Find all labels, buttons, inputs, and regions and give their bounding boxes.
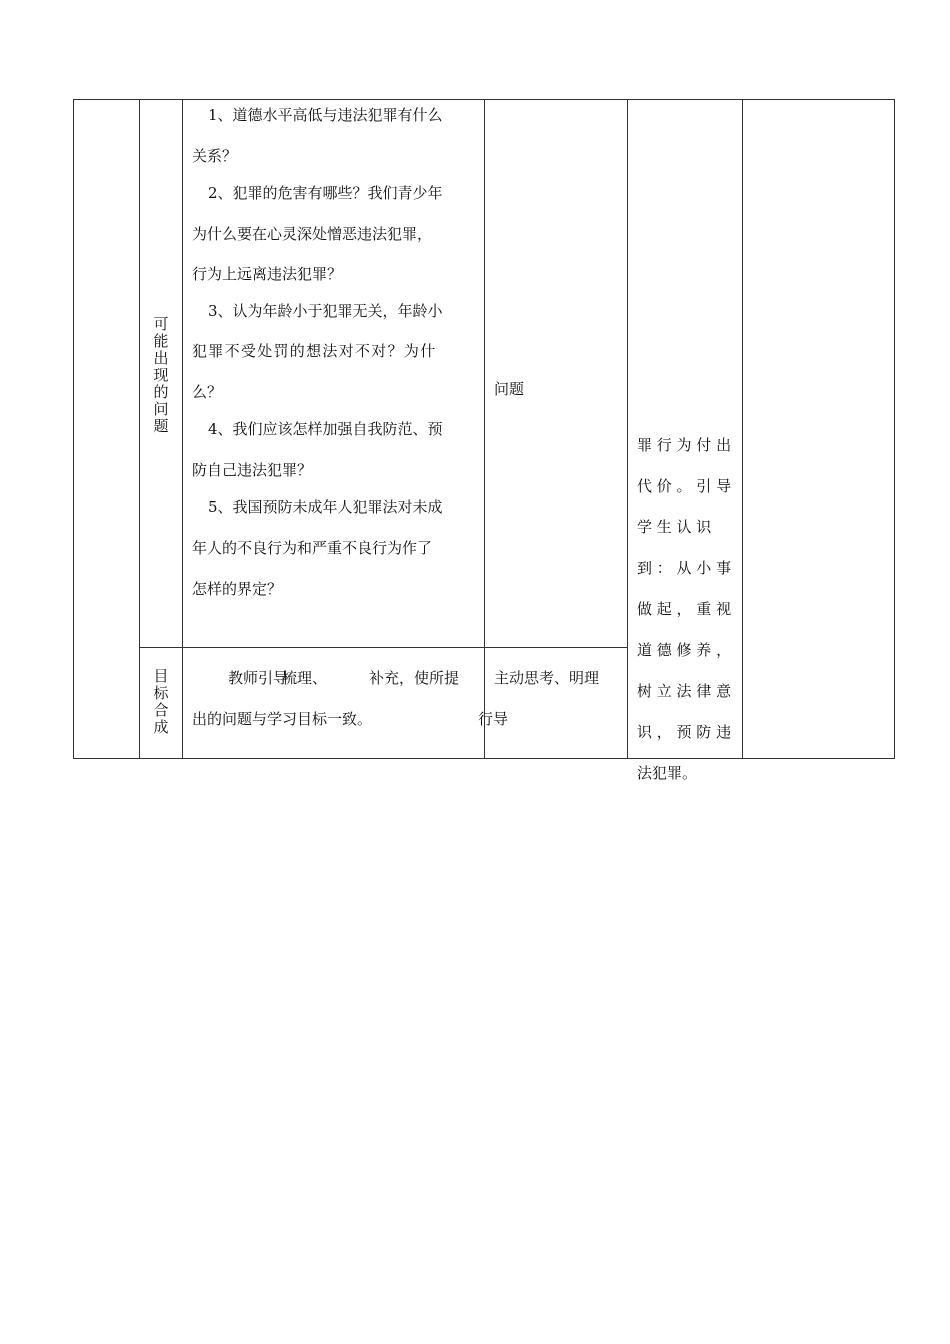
col-line-6: [894, 99, 895, 759]
col-line-2: [182, 99, 183, 759]
row-divider: [139, 647, 627, 648]
col-line-0: [73, 99, 74, 759]
intent-line-1: 罪 行 为 付 出: [637, 436, 732, 454]
student-activity-problems: 问题: [494, 380, 525, 398]
question-5-line-1: 5、我国预防未成年人犯罪法对未成: [208, 498, 443, 516]
question-1-line-2: 关系？: [192, 147, 238, 165]
intent-line-7: 树 立 法 律 意: [637, 682, 732, 700]
question-2-line-1: 2、犯罪的危害有哪些？我们青少年: [208, 184, 443, 202]
question-5-line-3: 怎样的界定？: [192, 580, 283, 598]
question-3-line-1: 3、认为年龄小于犯罪无关，年龄小: [208, 302, 443, 320]
row-label-problems: 可能出现的问题: [153, 315, 169, 435]
intent-line-8: 识 ， 预 防 违: [637, 723, 732, 741]
intent-line-9: 法犯罪。: [637, 764, 698, 782]
student-synthesis-line-2: 行导: [478, 710, 509, 728]
teacher-synthesis-line-1a: 教师引导: [228, 669, 289, 687]
col-line-1: [139, 99, 140, 759]
intent-line-5: 做 起 ， 重 视: [637, 600, 732, 618]
intent-line-6: 道 德 修 养 ，: [637, 641, 732, 659]
intent-line-4: 到 ： 从 小 事: [637, 559, 732, 577]
question-1-line-1: 1、道德水平高低与违法犯罪有什么: [208, 106, 443, 124]
student-synthesis-line-1: 主动思考、明理: [494, 669, 600, 687]
question-4-line-2: 防自己违法犯罪？: [192, 461, 313, 479]
col-line-5: [742, 99, 743, 759]
teacher-synthesis-line-1b: 梳理、: [282, 669, 328, 687]
question-3-line-2: 犯罪不受处罚的想法对不对？为什: [192, 342, 437, 360]
question-3-line-3: 么？: [192, 383, 223, 401]
intent-line-3: 学 生 认 识: [637, 518, 712, 536]
question-2-line-2: 为什么要在心灵深处憎恶违法犯罪，: [192, 225, 433, 243]
teacher-synthesis-line-2: 出的问题与学习目标一致。: [192, 710, 373, 728]
col-line-3: [484, 99, 485, 759]
question-5-line-2: 年人的不良行为和严重不良行为作了: [192, 539, 433, 557]
intent-line-2: 代 价 。 引 导: [637, 477, 732, 495]
teacher-synthesis-line-1c: 补充，使所提: [369, 669, 460, 687]
question-4-line-1: 4、我们应该怎样加强自我防范、预: [208, 420, 443, 438]
row-label-synthesis: 目标合成: [153, 667, 169, 736]
col-line-4: [627, 99, 628, 759]
question-2-line-3: 行为上远离违法犯罪？: [192, 265, 343, 283]
